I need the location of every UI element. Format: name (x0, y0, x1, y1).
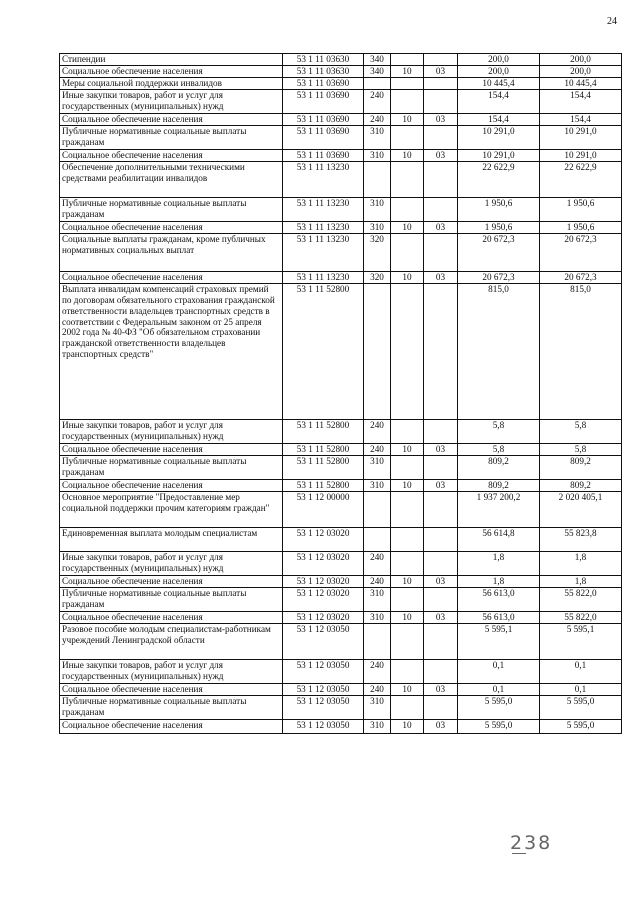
cell-rz: 10 (391, 444, 424, 456)
cell-name: Единовременная выплата молодым специалистам (60, 528, 283, 552)
cell-pr: 03 (424, 684, 458, 696)
cell-pr (424, 624, 458, 660)
table-row (60, 284, 622, 420)
cell-pr: 03 (424, 480, 458, 492)
cell-csr: 53 1 12 03020 (283, 612, 364, 624)
cell-vr: 310 (364, 720, 391, 734)
cell-v1: 5,8 (458, 444, 540, 456)
cell-v2: 154,4 (540, 90, 622, 114)
cell-rz (391, 162, 424, 198)
cell-pr (424, 162, 458, 198)
cell-name: Иные закупки товаров, работ и услуг для государственных (муниципальных) нужд (60, 660, 283, 684)
cell-vr: 310 (364, 612, 391, 624)
cell-rz (391, 126, 424, 150)
cell-v2: 10 291,0 (540, 126, 622, 150)
cell-name: Меры социальной поддержки инвалидов (60, 78, 283, 90)
cell-v1: 10 291,0 (458, 150, 540, 162)
cell-name: Социальное обеспечение населения (60, 66, 283, 78)
cell-pr: 03 (424, 576, 458, 588)
cell-v2: 10 291,0 (540, 150, 622, 162)
cell-csr: 53 1 11 13230 (283, 198, 364, 222)
table-row (60, 198, 622, 222)
cell-v2: 5 595,0 (540, 720, 622, 734)
cell-pr (424, 660, 458, 684)
cell-name: Социальное обеспечение населения (60, 684, 283, 696)
cell-csr: 53 1 12 03050 (283, 696, 364, 720)
cell-v2: 154,4 (540, 114, 622, 126)
cell-v1: 1 937 200,2 (458, 492, 540, 528)
cell-csr: 53 1 11 03690 (283, 78, 364, 90)
cell-csr: 53 1 11 13230 (283, 234, 364, 272)
cell-name: Иные закупки товаров, работ и услуг для государственных (муниципальных) нужд (60, 420, 283, 444)
cell-v1: 5 595,0 (458, 696, 540, 720)
cell-csr: 53 1 11 13230 (283, 272, 364, 284)
cell-rz (391, 90, 424, 114)
cell-vr: 240 (364, 552, 391, 576)
cell-csr: 53 1 11 13230 (283, 222, 364, 234)
cell-name: Социальное обеспечение населения (60, 480, 283, 492)
cell-v2: 0,1 (540, 684, 622, 696)
cell-vr: 340 (364, 66, 391, 78)
cell-vr: 310 (364, 456, 391, 480)
cell-v2: 5,8 (540, 420, 622, 444)
cell-rz: 10 (391, 480, 424, 492)
cell-name: Выплата инвалидам компенсаций страховых премий по договорам обязательного страхования гражданской ответственности владельцев транспортных средств в соответствии с Федеральным законом от 25 апреля 2002 года № 40-ФЗ "Об обязательном страховании гражданской ответственности владельцев транспортных средств" (60, 284, 283, 420)
cell-rz (391, 234, 424, 272)
cell-rz (391, 456, 424, 480)
cell-vr: 240 (364, 420, 391, 444)
cell-pr (424, 78, 458, 90)
cell-vr (364, 528, 391, 552)
cell-pr: 03 (424, 272, 458, 284)
cell-name: Социальное обеспечение населения (60, 576, 283, 588)
cell-v1: 0,1 (458, 660, 540, 684)
cell-vr: 310 (364, 696, 391, 720)
cell-pr: 03 (424, 612, 458, 624)
cell-v1: 1 950,6 (458, 222, 540, 234)
cell-rz (391, 198, 424, 222)
cell-name: Иные закупки товаров, работ и услуг для государственных (муниципальных) нужд (60, 552, 283, 576)
cell-pr (424, 284, 458, 420)
table-row (60, 660, 622, 684)
cell-v1: 200,0 (458, 66, 540, 78)
cell-v2: 10 445,4 (540, 78, 622, 90)
cell-v2: 5 595,1 (540, 624, 622, 660)
cell-pr: 03 (424, 222, 458, 234)
cell-csr: 53 1 11 52800 (283, 480, 364, 492)
cell-vr (364, 492, 391, 528)
handwritten-sheet-number: 238 (510, 832, 553, 854)
cell-rz (391, 588, 424, 612)
cell-name: Публичные нормативные социальные выплаты гражданам (60, 696, 283, 720)
cell-name: Социальное обеспечение населения (60, 612, 283, 624)
table-row (60, 456, 622, 480)
table-row (60, 720, 622, 734)
cell-pr: 03 (424, 720, 458, 734)
cell-v2: 1 950,6 (540, 222, 622, 234)
cell-pr (424, 54, 458, 66)
cell-csr: 53 1 11 52800 (283, 420, 364, 444)
cell-csr: 53 1 12 00000 (283, 492, 364, 528)
cell-name: Социальное обеспечение населения (60, 222, 283, 234)
cell-vr: 240 (364, 444, 391, 456)
table-row (60, 552, 622, 576)
cell-csr: 53 1 12 03050 (283, 660, 364, 684)
table-row (60, 444, 622, 456)
cell-name: Публичные нормативные социальные выплаты гражданам (60, 588, 283, 612)
cell-v1: 20 672,3 (458, 234, 540, 272)
cell-name: Публичные нормативные социальные выплаты гражданам (60, 126, 283, 150)
cell-v1: 5,8 (458, 420, 540, 444)
table-row (60, 684, 622, 696)
cell-v2: 55 822,0 (540, 588, 622, 612)
cell-v2: 809,2 (540, 480, 622, 492)
cell-pr (424, 198, 458, 222)
cell-name: Социальное обеспечение населения (60, 720, 283, 734)
cell-rz (391, 552, 424, 576)
cell-pr: 03 (424, 150, 458, 162)
cell-vr (364, 284, 391, 420)
cell-csr: 53 1 11 13230 (283, 162, 364, 198)
table-row (60, 480, 622, 492)
cell-pr: 03 (424, 444, 458, 456)
handwritten-dash (512, 853, 526, 854)
cell-v1: 5 595,0 (458, 720, 540, 734)
cell-v1: 20 672,3 (458, 272, 540, 284)
cell-v2: 55 823,8 (540, 528, 622, 552)
table-row (60, 528, 622, 552)
cell-vr (364, 78, 391, 90)
cell-v1: 56 613,0 (458, 588, 540, 612)
cell-v1: 809,2 (458, 456, 540, 480)
table-row (60, 420, 622, 444)
cell-v1: 809,2 (458, 480, 540, 492)
cell-rz: 10 (391, 222, 424, 234)
table-row (60, 90, 622, 114)
cell-v1: 1,8 (458, 552, 540, 576)
cell-vr (364, 162, 391, 198)
table-row (60, 150, 622, 162)
table-row (60, 696, 622, 720)
cell-pr (424, 90, 458, 114)
cell-v2: 55 822,0 (540, 612, 622, 624)
cell-name: Социальное обеспечение населения (60, 444, 283, 456)
cell-vr: 240 (364, 576, 391, 588)
cell-v2: 2 020 405,1 (540, 492, 622, 528)
cell-v1: 0,1 (458, 684, 540, 696)
cell-v2: 1,8 (540, 552, 622, 576)
cell-vr: 310 (364, 126, 391, 150)
cell-csr: 53 1 12 03050 (283, 684, 364, 696)
cell-vr: 240 (364, 684, 391, 696)
cell-name: Разовое пособие молодым специалистам-работникам учреждений Ленинградской области (60, 624, 283, 660)
cell-vr: 240 (364, 660, 391, 684)
cell-vr: 340 (364, 54, 391, 66)
table-row (60, 162, 622, 198)
table-row (60, 492, 622, 528)
cell-csr: 53 1 11 03630 (283, 54, 364, 66)
table-row (60, 78, 622, 90)
cell-csr: 53 1 11 52800 (283, 284, 364, 420)
cell-v1: 1 950,6 (458, 198, 540, 222)
cell-rz: 10 (391, 114, 424, 126)
cell-rz: 10 (391, 66, 424, 78)
cell-vr: 240 (364, 114, 391, 126)
cell-v1: 200,0 (458, 54, 540, 66)
cell-v2: 815,0 (540, 284, 622, 420)
cell-vr (364, 624, 391, 660)
cell-pr: 03 (424, 66, 458, 78)
cell-v2: 1,8 (540, 576, 622, 588)
cell-v2: 0,1 (540, 660, 622, 684)
cell-name: Иные закупки товаров, работ и услуг для государственных (муниципальных) нужд (60, 90, 283, 114)
table-row (60, 234, 622, 272)
cell-vr: 310 (364, 588, 391, 612)
cell-csr: 53 1 12 03020 (283, 576, 364, 588)
cell-pr (424, 456, 458, 480)
cell-name: Публичные нормативные социальные выплаты гражданам (60, 198, 283, 222)
cell-name: Социальные выплаты гражданам, кроме публичных нормативных социальных выплат (60, 234, 283, 272)
cell-rz (391, 54, 424, 66)
cell-v2: 1 950,6 (540, 198, 622, 222)
cell-rz (391, 528, 424, 552)
cell-rz (391, 696, 424, 720)
cell-csr: 53 1 11 03690 (283, 90, 364, 114)
cell-vr: 310 (364, 198, 391, 222)
cell-vr: 310 (364, 150, 391, 162)
table-row (60, 576, 622, 588)
cell-name: Обеспечение дополнительными техническими средствами реабилитации инвалидов (60, 162, 283, 198)
cell-csr: 53 1 12 03020 (283, 588, 364, 612)
cell-vr: 310 (364, 222, 391, 234)
cell-v1: 5 595,1 (458, 624, 540, 660)
table-row (60, 624, 622, 660)
cell-vr: 320 (364, 234, 391, 272)
cell-rz (391, 624, 424, 660)
cell-csr: 53 1 12 03050 (283, 720, 364, 734)
cell-name: Стипендии (60, 54, 283, 66)
budget-table (59, 53, 622, 734)
cell-rz: 10 (391, 684, 424, 696)
page-number: 24 (607, 16, 617, 27)
cell-csr: 53 1 11 03690 (283, 150, 364, 162)
cell-pr (424, 126, 458, 150)
cell-v2: 5,8 (540, 444, 622, 456)
cell-rz: 10 (391, 720, 424, 734)
cell-rz: 10 (391, 576, 424, 588)
cell-name: Основное мероприятие "Предоставление мер социальной поддержки прочим категориям граждан" (60, 492, 283, 528)
table-row (60, 54, 622, 66)
cell-rz: 10 (391, 612, 424, 624)
cell-csr: 53 1 12 03050 (283, 624, 364, 660)
cell-v2: 20 672,3 (540, 234, 622, 272)
cell-v1: 10 291,0 (458, 126, 540, 150)
cell-vr: 320 (364, 272, 391, 284)
table-row (60, 222, 622, 234)
cell-pr (424, 588, 458, 612)
cell-csr: 53 1 11 03630 (283, 66, 364, 78)
cell-v1: 22 622,9 (458, 162, 540, 198)
cell-v1: 1,8 (458, 576, 540, 588)
cell-name: Публичные нормативные социальные выплаты гражданам (60, 456, 283, 480)
cell-v2: 200,0 (540, 66, 622, 78)
cell-pr (424, 492, 458, 528)
cell-pr (424, 552, 458, 576)
table-row (60, 272, 622, 284)
cell-rz (391, 420, 424, 444)
cell-v2: 809,2 (540, 456, 622, 480)
cell-v1: 154,4 (458, 90, 540, 114)
cell-pr (424, 234, 458, 272)
cell-pr (424, 696, 458, 720)
cell-rz (391, 284, 424, 420)
cell-rz (391, 78, 424, 90)
cell-csr: 53 1 11 03690 (283, 114, 364, 126)
cell-name: Социальное обеспечение населения (60, 150, 283, 162)
cell-rz: 10 (391, 272, 424, 284)
cell-v1: 815,0 (458, 284, 540, 420)
cell-v2: 20 672,3 (540, 272, 622, 284)
cell-v1: 10 445,4 (458, 78, 540, 90)
cell-v2: 200,0 (540, 54, 622, 66)
cell-pr: 03 (424, 114, 458, 126)
cell-vr: 310 (364, 480, 391, 492)
cell-csr: 53 1 11 52800 (283, 456, 364, 480)
table-row (60, 66, 622, 78)
cell-csr: 53 1 11 52800 (283, 444, 364, 456)
cell-vr: 240 (364, 90, 391, 114)
cell-csr: 53 1 12 03020 (283, 528, 364, 552)
cell-v1: 154,4 (458, 114, 540, 126)
cell-name: Социальное обеспечение населения (60, 114, 283, 126)
table-row (60, 114, 622, 126)
cell-v1: 56 614,8 (458, 528, 540, 552)
cell-v1: 56 613,0 (458, 612, 540, 624)
cell-rz (391, 660, 424, 684)
table-row (60, 588, 622, 612)
table-row (60, 126, 622, 150)
cell-csr: 53 1 12 03020 (283, 552, 364, 576)
cell-pr (424, 528, 458, 552)
cell-v2: 5 595,0 (540, 696, 622, 720)
cell-v2: 22 622,9 (540, 162, 622, 198)
cell-pr (424, 420, 458, 444)
cell-name: Социальное обеспечение населения (60, 272, 283, 284)
table-row (60, 612, 622, 624)
cell-rz (391, 492, 424, 528)
cell-csr: 53 1 11 03690 (283, 126, 364, 150)
cell-rz: 10 (391, 150, 424, 162)
